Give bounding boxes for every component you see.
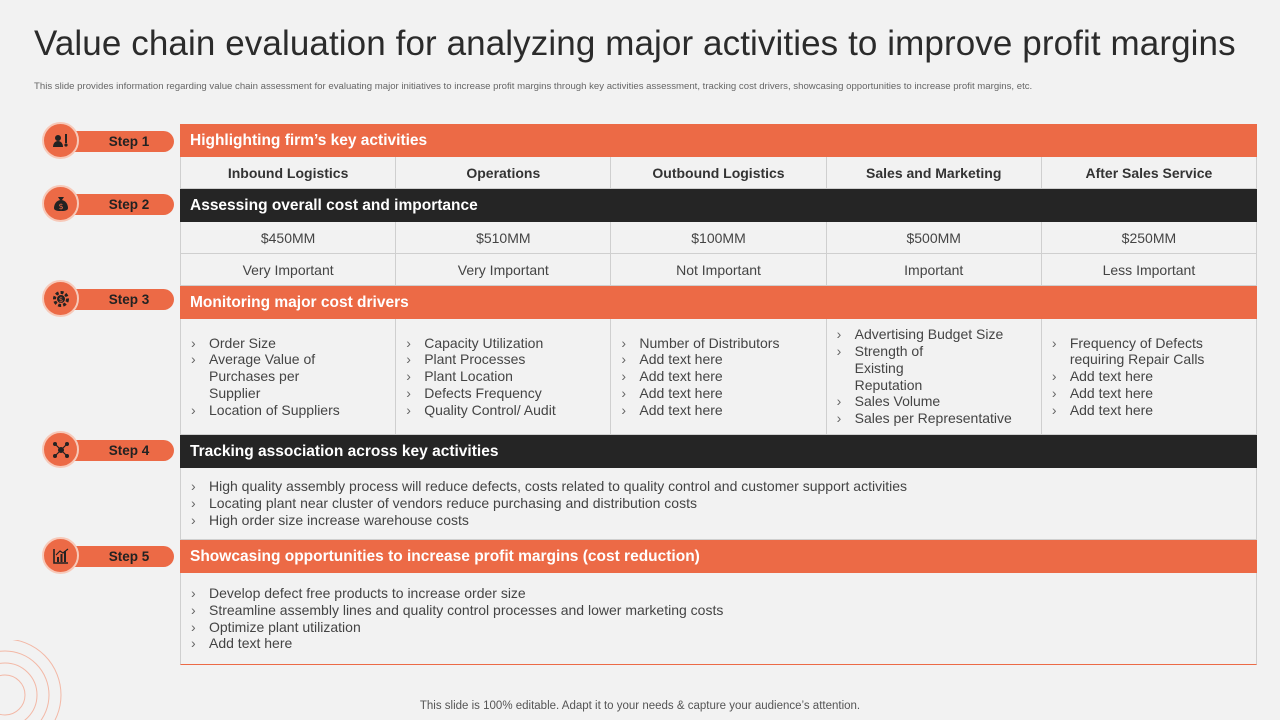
list-item: › High order size increase warehouse costs: [189, 512, 907, 529]
activity-column-header: After Sales Service: [1042, 157, 1257, 189]
section-4-heading: Tracking association across key activities: [180, 435, 1257, 468]
cost-cell: $500MM: [827, 222, 1042, 254]
list-item: › Streamline assembly lines and quality control processes and lower marketing costs: [189, 602, 723, 619]
people-icon: [42, 122, 79, 159]
page-title: Value chain evaluation for analyzing major activities to improve profit margins: [34, 24, 1236, 63]
step-3-label: Step 3: [60, 289, 174, 310]
importance-cell: Less Important: [1042, 254, 1257, 286]
list-item: › Number of Distributors: [619, 335, 779, 352]
growth-chart-icon: [42, 537, 79, 574]
list-item: › Order Size: [189, 335, 349, 352]
step-4-marker: [42, 431, 174, 469]
list-item: › High quality assembly process will reduce defects, costs related to quality control and customer support activities: [189, 478, 907, 495]
drivers-cell: [396, 319, 611, 435]
cost-drivers-row: [180, 319, 1257, 435]
list-item: › Defects Frequency: [404, 385, 556, 402]
list-item: › Plant Location: [404, 368, 556, 385]
network-icon: [42, 431, 79, 468]
list-item: › Add text here: [1050, 368, 1230, 385]
section-3-heading: Monitoring major cost drivers: [180, 286, 1257, 319]
section-5-heading: Showcasing opportunities to increase profit margins (cost reduction): [180, 540, 1257, 573]
list-item: › Frequency of Defects requiring Repair Calls: [1050, 335, 1230, 369]
money-bag-icon: [42, 185, 79, 222]
gear-dollar-icon: [42, 280, 79, 317]
list-item: › Develop defect free products to increase order size: [189, 585, 723, 602]
cost-cell: $250MM: [1042, 222, 1257, 254]
activity-column-header: Inbound Logistics: [181, 157, 396, 189]
activities-header-row: [180, 157, 1257, 189]
cost-cell: $450MM: [181, 222, 396, 254]
list-item: › Location of Suppliers: [189, 402, 349, 419]
list-item: › Average Value of Purchases per Supplier: [189, 351, 349, 401]
importance-row: [180, 254, 1257, 286]
drivers-cell: [827, 319, 1042, 435]
step-1-marker: [42, 122, 174, 160]
list-item: › Add text here: [619, 351, 779, 368]
importance-cell: Very Important: [181, 254, 396, 286]
list-item: › Advertising Budget Size: [835, 326, 1025, 343]
list-item: › Sales Volume: [835, 393, 1025, 410]
drivers-cell: [1042, 319, 1257, 435]
list-item: › Add text here: [619, 402, 779, 419]
drivers-cell: [611, 319, 826, 435]
list-item: › Add text here: [1050, 402, 1230, 419]
section-2-heading: Assessing overall cost and importance: [180, 189, 1257, 222]
list-item: › Capacity Utilization: [404, 335, 556, 352]
cost-row: [180, 222, 1257, 254]
step-1-label: Step 1: [60, 131, 174, 152]
list-item: › Add text here: [619, 385, 779, 402]
importance-cell: Very Important: [396, 254, 611, 286]
step-4-label: Step 4: [60, 440, 174, 461]
activity-column-header: Sales and Marketing: [827, 157, 1042, 189]
cost-cell: $100MM: [611, 222, 826, 254]
importance-cell: Not Important: [611, 254, 826, 286]
step-5-label: Step 5: [60, 546, 174, 567]
step-2-label: Step 2: [60, 194, 174, 215]
list-item: › Locating plant near cluster of vendors reduce purchasing and distribution costs: [189, 495, 907, 512]
list-item: › Add text here: [189, 635, 723, 652]
step-3-marker: [42, 280, 174, 318]
step-5-marker: [42, 537, 174, 575]
drivers-cell: [181, 319, 396, 435]
list-item: › Plant Processes: [404, 351, 556, 368]
activity-column-header: Operations: [396, 157, 611, 189]
list-item: › Quality Control/ Audit: [404, 402, 556, 419]
section-1-heading: Highlighting firm’s key activities: [180, 124, 1257, 157]
opportunities-list: [180, 573, 1257, 665]
importance-cell: Important: [827, 254, 1042, 286]
list-item: › Sales per Representative: [835, 410, 1025, 427]
page-subtitle: This slide provides information regarding value chain assessment for evaluating major initiatives to increase profit margins through key activities assessment, tracking cost drivers, showcasing opportunities to increase profit margins, etc.: [34, 81, 1033, 92]
list-item: › Strength of Existing Reputation: [835, 343, 975, 393]
list-item: › Optimize plant utilization: [189, 619, 723, 636]
list-item: › Add text here: [1050, 385, 1230, 402]
svg-text:$: $: [58, 295, 63, 304]
footer-note: This slide is 100% editable. Adapt it to your needs & capture your audience’s attention.: [419, 700, 861, 712]
activity-column-header: Outbound Logistics: [611, 157, 826, 189]
list-item: › Add text here: [619, 368, 779, 385]
step-2-marker: [42, 185, 174, 223]
association-list: [180, 468, 1257, 540]
cost-cell: $510MM: [396, 222, 611, 254]
svg-text:$: $: [57, 201, 64, 211]
